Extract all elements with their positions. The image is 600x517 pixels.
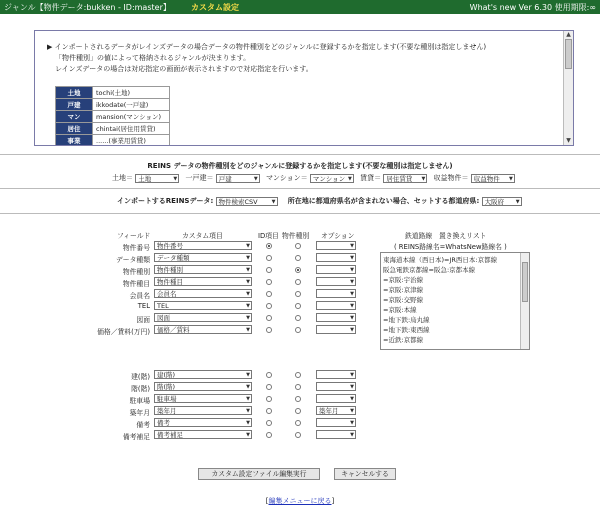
help-line-1: ▶ インポートされるデータがレインズデータの場合データの物件種別をどのジャンルに登録するかを指定します(不要な種別は指定しません): [47, 43, 487, 51]
reins-house-select[interactable]: [216, 174, 260, 183]
custom-item-select[interactable]: [154, 382, 252, 391]
select-value: TEL: [157, 302, 169, 310]
select-value: 物件種別: [157, 266, 183, 274]
custom-item-select[interactable]: [154, 265, 252, 274]
id-item-radio[interactable]: [266, 432, 272, 438]
reins-label-rent: 賃貸＝: [360, 174, 382, 182]
select-value: 図面: [157, 314, 170, 322]
custom-item-select[interactable]: [154, 277, 252, 286]
genre-value: mansion(マンション): [93, 111, 170, 123]
select-value: 駐車場: [157, 395, 177, 403]
select-value: 会員名: [157, 290, 177, 298]
id-item-radio[interactable]: [266, 303, 272, 309]
divider: [0, 154, 600, 155]
railway-scrollbar[interactable]: [520, 253, 529, 349]
genre-value: ikkodate(一戸建): [93, 99, 170, 111]
option-select[interactable]: [316, 277, 356, 286]
select-value: 収益物件: [473, 174, 500, 183]
field-label: 物件種別: [122, 268, 150, 276]
header-type: 物件種別: [282, 232, 310, 240]
select-value: 物件検索CSV: [218, 197, 258, 206]
help-line-3: レインズデータの場合は対応指定の画面が表示されますので対応指定を行います。: [55, 65, 313, 73]
type-item-radio[interactable]: [295, 432, 301, 438]
id-item-radio[interactable]: [266, 279, 272, 285]
field-label: 物件番号: [122, 244, 150, 252]
cancel-button[interactable]: キャンセルする: [334, 468, 396, 480]
prefecture-select[interactable]: [482, 197, 522, 206]
option-select[interactable]: [316, 382, 356, 391]
field-label: 建(階): [131, 373, 150, 381]
reins-label-land: 土地＝: [112, 174, 133, 182]
reins-income-select[interactable]: [471, 174, 515, 183]
import-row: [117, 196, 522, 206]
field-label: 階(階): [131, 385, 150, 393]
table-row: [56, 123, 170, 135]
option-select[interactable]: [316, 418, 356, 427]
type-item-radio[interactable]: [295, 315, 301, 321]
footer-bracket-open: [: [265, 497, 269, 505]
custom-item-select[interactable]: [154, 430, 252, 439]
custom-item-select[interactable]: [154, 253, 252, 262]
field-label: 価格／賃料(万円): [97, 328, 150, 336]
id-item-radio[interactable]: [266, 267, 272, 273]
option-select[interactable]: [316, 265, 356, 274]
id-item-radio[interactable]: [266, 243, 272, 249]
field-label: TEL: [137, 302, 150, 310]
custom-item-select[interactable]: [154, 370, 252, 379]
help-panel[interactable]: [34, 30, 574, 146]
custom-item-select[interactable]: [154, 418, 252, 427]
select-value: 備考: [157, 419, 170, 427]
option-select[interactable]: [316, 289, 356, 298]
type-item-radio[interactable]: [295, 303, 301, 309]
header-field: フィールド: [117, 232, 151, 240]
id-item-radio[interactable]: [266, 384, 272, 390]
genre-value: tochi(土地): [93, 87, 170, 99]
field-label: 備考: [136, 421, 150, 429]
reins-genre-row: [112, 173, 515, 183]
list-item[interactable]: =近鉄:京都線: [383, 336, 424, 344]
list-item[interactable]: =地下鉄:東西線: [383, 326, 430, 334]
back-to-menu-link[interactable]: 編集メニューに戻る: [268, 497, 332, 505]
custom-item-select[interactable]: [154, 241, 252, 250]
railway-replace-list[interactable]: [380, 252, 530, 350]
option-select[interactable]: [316, 325, 356, 334]
scroll-down-icon[interactable]: ▼: [566, 137, 571, 144]
option-select[interactable]: [316, 406, 356, 415]
id-item-radio[interactable]: [266, 372, 272, 378]
select-value: 土地: [138, 174, 152, 183]
page-title: ジャンル【物件データ:bukken - ID:master】: [4, 3, 171, 12]
help-line-2: 「物件種別」の値によって格納されるジャンルが決まります。: [55, 54, 251, 62]
header-custom: カスタム項目: [182, 232, 223, 240]
table-row: [56, 111, 170, 123]
select-value: 物件番号: [157, 242, 183, 250]
footer: [0, 496, 600, 506]
field-label: データ種類: [116, 256, 150, 264]
table-row: [56, 135, 170, 147]
reins-land-select[interactable]: [135, 174, 179, 183]
field-label: 築年月: [129, 409, 150, 417]
header-id: ID項目: [258, 232, 279, 240]
table-row: [56, 99, 170, 111]
scroll-up-icon[interactable]: ▲: [566, 31, 571, 38]
list-item[interactable]: 阪急電鉄京都線=阪急:京都本線: [383, 266, 476, 274]
id-item-radio[interactable]: [266, 408, 272, 414]
genre-key: 居住: [56, 123, 93, 135]
genre-value: chintai(居住用賃貸): [93, 123, 170, 135]
select-value: 建(階): [157, 371, 176, 379]
genre-key: 事業: [56, 135, 93, 147]
option-select[interactable]: [316, 394, 356, 403]
type-item-radio[interactable]: [295, 408, 301, 414]
list-item[interactable]: =京阪:宇治線: [383, 276, 424, 284]
reins-label-income: 収益物件＝: [433, 174, 469, 182]
custom-item-select[interactable]: [154, 301, 252, 310]
type-item-radio[interactable]: [295, 267, 301, 273]
select-value: 居住賃貸: [386, 174, 413, 183]
custom-item-select[interactable]: [154, 406, 252, 415]
option-select[interactable]: [316, 301, 356, 310]
select-value: マンション: [312, 174, 346, 183]
type-item-radio[interactable]: [295, 291, 301, 297]
option-select[interactable]: [316, 313, 356, 322]
type-item-radio[interactable]: [295, 384, 301, 390]
custom-item-select[interactable]: [154, 394, 252, 403]
custom-item-select[interactable]: [154, 313, 252, 322]
id-item-radio[interactable]: [266, 291, 272, 297]
divider: [0, 188, 600, 189]
select-value: 価格／賃料: [157, 326, 190, 334]
genre-table: [55, 86, 170, 146]
select-value: 階(階): [157, 383, 176, 391]
list-item[interactable]: =京阪:本線: [383, 306, 417, 314]
id-item-radio[interactable]: [266, 315, 272, 321]
custom-item-select[interactable]: [154, 289, 252, 298]
select-value: 備考補足: [157, 431, 183, 439]
list-item[interactable]: =地下鉄:烏丸線: [383, 316, 430, 324]
genre-key: 戸建: [56, 99, 93, 111]
id-item-radio[interactable]: [266, 255, 272, 261]
custom-item-select[interactable]: [154, 325, 252, 334]
select-value: 物件種目: [157, 278, 183, 286]
import-data-select[interactable]: [216, 197, 278, 206]
import-label: インポートするREINSデータ:: [117, 197, 214, 205]
genre-key: マン: [56, 111, 93, 123]
field-label: 会員名: [129, 292, 150, 300]
reins-heading: REINS データの物件種別をどのジャンルに登録するかを指定します(不要な種別は指定しません): [147, 162, 453, 170]
title-bar: [0, 0, 600, 14]
list-item[interactable]: 東海道本線（西日本)=JR西日本:京都線: [383, 256, 498, 264]
select-value: 築年月: [157, 407, 177, 415]
version-info: What's new Ver 6.30 使用期限:∞: [469, 3, 596, 12]
option-select[interactable]: [316, 370, 356, 379]
genre-key: 土地: [56, 87, 93, 99]
railway-subtitle: ( REINS路線名=WhatsNew路線名 ): [394, 243, 507, 251]
select-value: 戸建: [218, 174, 232, 183]
genre-value: ......(事業用賃貸): [93, 135, 170, 147]
type-item-radio[interactable]: [295, 372, 301, 378]
id-item-radio[interactable]: [266, 396, 272, 402]
field-label: 駐車場: [129, 397, 150, 405]
prefecture-label: 所在地に都道府県名が含まれない場合、セットする都道府県:: [287, 197, 480, 205]
select-value: 大阪府: [484, 197, 505, 206]
type-item-radio[interactable]: [295, 243, 301, 249]
railway-title: 鉄道路線 置き換えリスト: [405, 232, 487, 240]
footer-bracket-close: ]: [331, 497, 335, 505]
reins-mansion-select[interactable]: [310, 174, 354, 183]
scroll-thumb[interactable]: [565, 39, 572, 69]
page-subtitle: カスタム設定: [191, 3, 239, 12]
type-item-radio[interactable]: [295, 279, 301, 285]
reins-rent-select[interactable]: [383, 174, 427, 183]
help-scrollbar[interactable]: [563, 31, 573, 145]
table-row: [56, 87, 170, 99]
list-item[interactable]: =京阪:交野線: [383, 296, 424, 304]
execute-button[interactable]: カスタム設定ファイル編集実行: [198, 468, 320, 480]
reins-label-mansion: マンション＝: [265, 174, 308, 182]
option-select[interactable]: [316, 430, 356, 439]
id-item-radio[interactable]: [266, 420, 272, 426]
id-item-radio[interactable]: [266, 327, 272, 333]
type-item-radio[interactable]: [295, 255, 301, 261]
reins-label-house: 一戸建＝: [185, 174, 214, 182]
field-label: 図面: [136, 316, 150, 324]
select-value: データ種類: [157, 254, 190, 262]
option-select[interactable]: [316, 241, 356, 250]
list-item[interactable]: =京阪:京津線: [383, 286, 424, 294]
type-item-radio[interactable]: [295, 420, 301, 426]
field-label: 物件種目: [122, 280, 150, 288]
field-label: 備考補足: [122, 433, 150, 441]
scroll-thumb[interactable]: [522, 262, 528, 302]
select-value: 築年月: [319, 407, 339, 415]
option-select[interactable]: [316, 253, 356, 262]
type-item-radio[interactable]: [295, 327, 301, 333]
header-option: オプション: [321, 232, 355, 240]
divider: [0, 213, 600, 214]
type-item-radio[interactable]: [295, 396, 301, 402]
